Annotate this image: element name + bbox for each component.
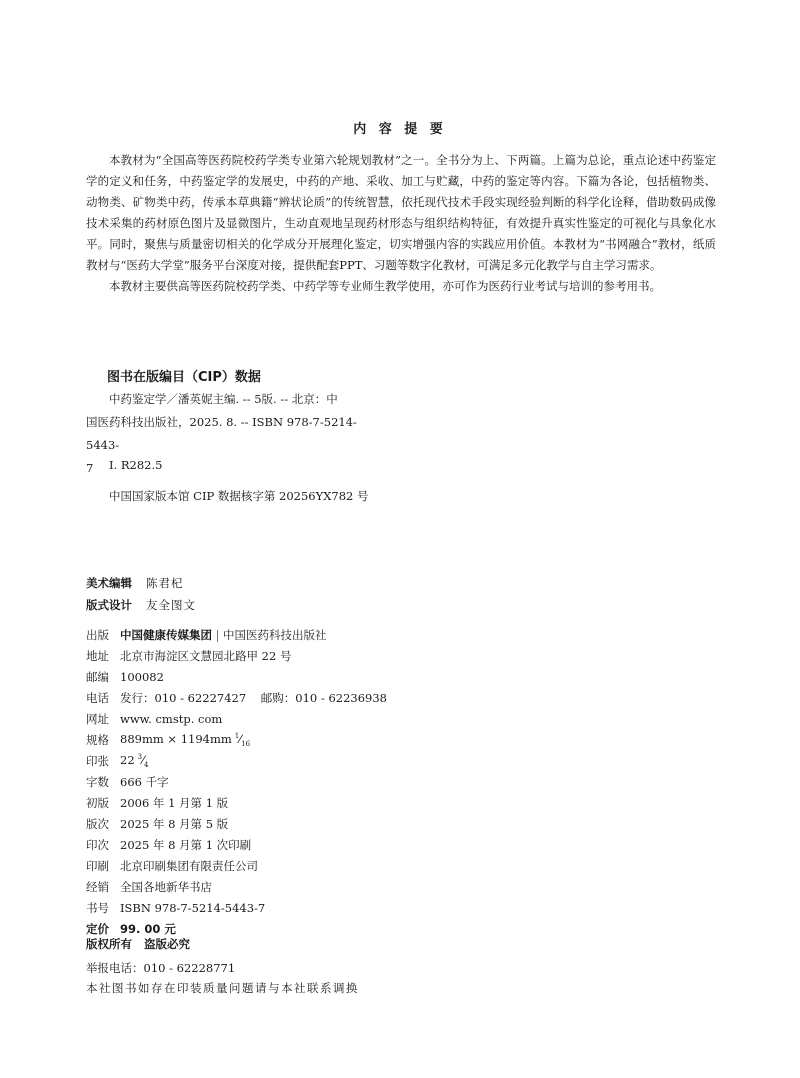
colophon-key: 邮编 (86, 669, 109, 684)
colophon-key: 印刷 (86, 858, 109, 873)
colophon-row-postcode (86, 666, 387, 687)
colophon-value: 全国各地新华书店 (120, 879, 212, 894)
colophon-value: 22 (120, 752, 135, 767)
colophon-key: 经销 (86, 879, 109, 894)
colophon-key: 书号 (86, 900, 109, 915)
cip-entry-line: 7 (86, 461, 94, 475)
cip-classification: Ⅰ. R282.5 (109, 458, 163, 472)
credit-row (86, 594, 196, 616)
colophon-key: 印张 (86, 753, 109, 768)
colophon (86, 624, 387, 939)
colophon-key: 初版 (86, 795, 109, 810)
colophon-key: 规格 (86, 732, 109, 747)
colophon-key: 地址 (86, 648, 109, 663)
summary-body (86, 150, 716, 297)
colophon-row-printing (86, 834, 387, 855)
colophon-value: 2025 年 8 月第 1 次印刷 (120, 837, 252, 852)
rights-statement (86, 936, 202, 952)
credit-value: 陈君杞 (146, 576, 184, 590)
colophon-key: 版次 (86, 816, 109, 831)
quality-notice: 本社图书如存在印装质量问题请与本社联系调换 (86, 981, 359, 995)
cip-record-number: 中国国家版本馆 CIP 数据核字第 20256YX782 号 (109, 489, 369, 503)
fraction-denominator: 4 (144, 760, 149, 769)
colophon-row-isbn (86, 897, 387, 918)
colophon-value: 北京印刷集团有限责任公司 (120, 858, 258, 873)
colophon-value: 889mm × 1194mm (120, 731, 232, 746)
colophon-key: 定价 (86, 921, 109, 936)
colophon-row-phone (86, 687, 387, 708)
cip-entry-line: 中药鉴定学／潘英妮主编. -- 5版. -- 北京：中 (109, 392, 338, 406)
summary-title: 内 容 提 要 (353, 122, 447, 137)
separator (217, 630, 218, 642)
colophon-value: 2025 年 8 月第 5 版 (120, 816, 229, 831)
colophon-value: 发行：010 - 62227427 邮购：010 - 62236938 (120, 690, 387, 705)
colophon-row-distributor (86, 876, 387, 897)
colophon-row-edition (86, 813, 387, 834)
colophon-key: 电话 (86, 690, 109, 705)
colophon-value: ISBN 978-7-5214-5443-7 (120, 900, 266, 915)
cip-entry-line: 国医药科技出版社，2025. 8. -- ISBN 978-7-5214-5443- (86, 415, 357, 452)
colophon-value: www. cmstp. com (120, 711, 223, 726)
colophon-row-address (86, 645, 387, 666)
colophon-row-printer (86, 855, 387, 876)
colophon-value: 北京市海淀区文慧园北路甲 22 号 (120, 648, 292, 663)
colophon-row-format: 规格 889mm × 1194mm $^1⁄_{16}$ (86, 731, 251, 748)
rights-reserved: 版权所有 (86, 937, 132, 951)
colophon-value: 2006 年 1 月第 1 版 (120, 795, 229, 810)
colophon-row-words (86, 771, 387, 792)
colophon-value: 666 千字 (120, 774, 169, 789)
publisher-name: 中国医药科技出版社 (223, 627, 327, 642)
fraction-denominator: 16 (241, 739, 251, 748)
summary-paragraph: 本教材为“全国高等医药院校药学类专业第六轮规划教材”之一。全书分为上、下两篇。上篇为总论，重点论述中药鉴定学的定义和任务，中药鉴定学的发展史，中药的产地、采收、加工与贮藏，中药的鉴定等内容。下篇为各论，包括植物类、动物类、矿物类中药，传承本草典籍“辨状论质”的传统智慧，依托现代技术手段实现经验判断的科学化诠释，借助数码成像技术采集的药材原色图片及显微图片，生动直观地呈现药材形态与组织结构特征，有效提升真实性鉴定的可视化与具象化水平。同时，聚焦与质量密切相关的化学成分开展理化鉴定，切实增强内容的实践应用价值。本教材为“书网融合”教材，纸质教材与“医药大学堂”服务平台深度对接，提供配套PPT、习题等数字化教材，可满足多元化教学与自主学习需求。 (86, 153, 716, 272)
fraction-numerator: 3 (137, 752, 143, 761)
credit-key: 美术编辑 (86, 576, 132, 590)
colophon-value: 99. 00 元 (120, 921, 176, 936)
colophon-key: 字数 (86, 774, 109, 789)
credit-value: 友全图文 (146, 598, 196, 612)
colophon-row-publisher (86, 624, 387, 645)
piracy-warning: 盗版必究 (144, 937, 190, 951)
cip-title: 图书在版编目（CIP）数据 (107, 370, 261, 385)
colophon-row-website (86, 708, 387, 729)
colophon-row-sheets: 印张 22 $^3⁄_4$ (86, 752, 149, 769)
colophon-key: 印次 (86, 837, 109, 852)
credit-row (86, 572, 196, 594)
credits (86, 572, 196, 616)
colophon-row-first-edition (86, 792, 387, 813)
colophon-value: 100082 (120, 669, 164, 684)
colophon-key: 网址 (86, 711, 109, 726)
publisher-group: 中国健康传媒集团 (120, 627, 212, 642)
fraction-numerator: 1 (234, 731, 240, 740)
credit-key: 版式设计 (86, 598, 132, 612)
colophon-key: 出版 (86, 627, 109, 642)
report-hotline: 举报电话：010 - 62228771 (86, 961, 236, 975)
summary-paragraph: 本教材主要供高等医药院校药学类、中药学等专业师生教学使用，亦可作为医药行业考试与培训的参考用书。 (109, 279, 661, 293)
